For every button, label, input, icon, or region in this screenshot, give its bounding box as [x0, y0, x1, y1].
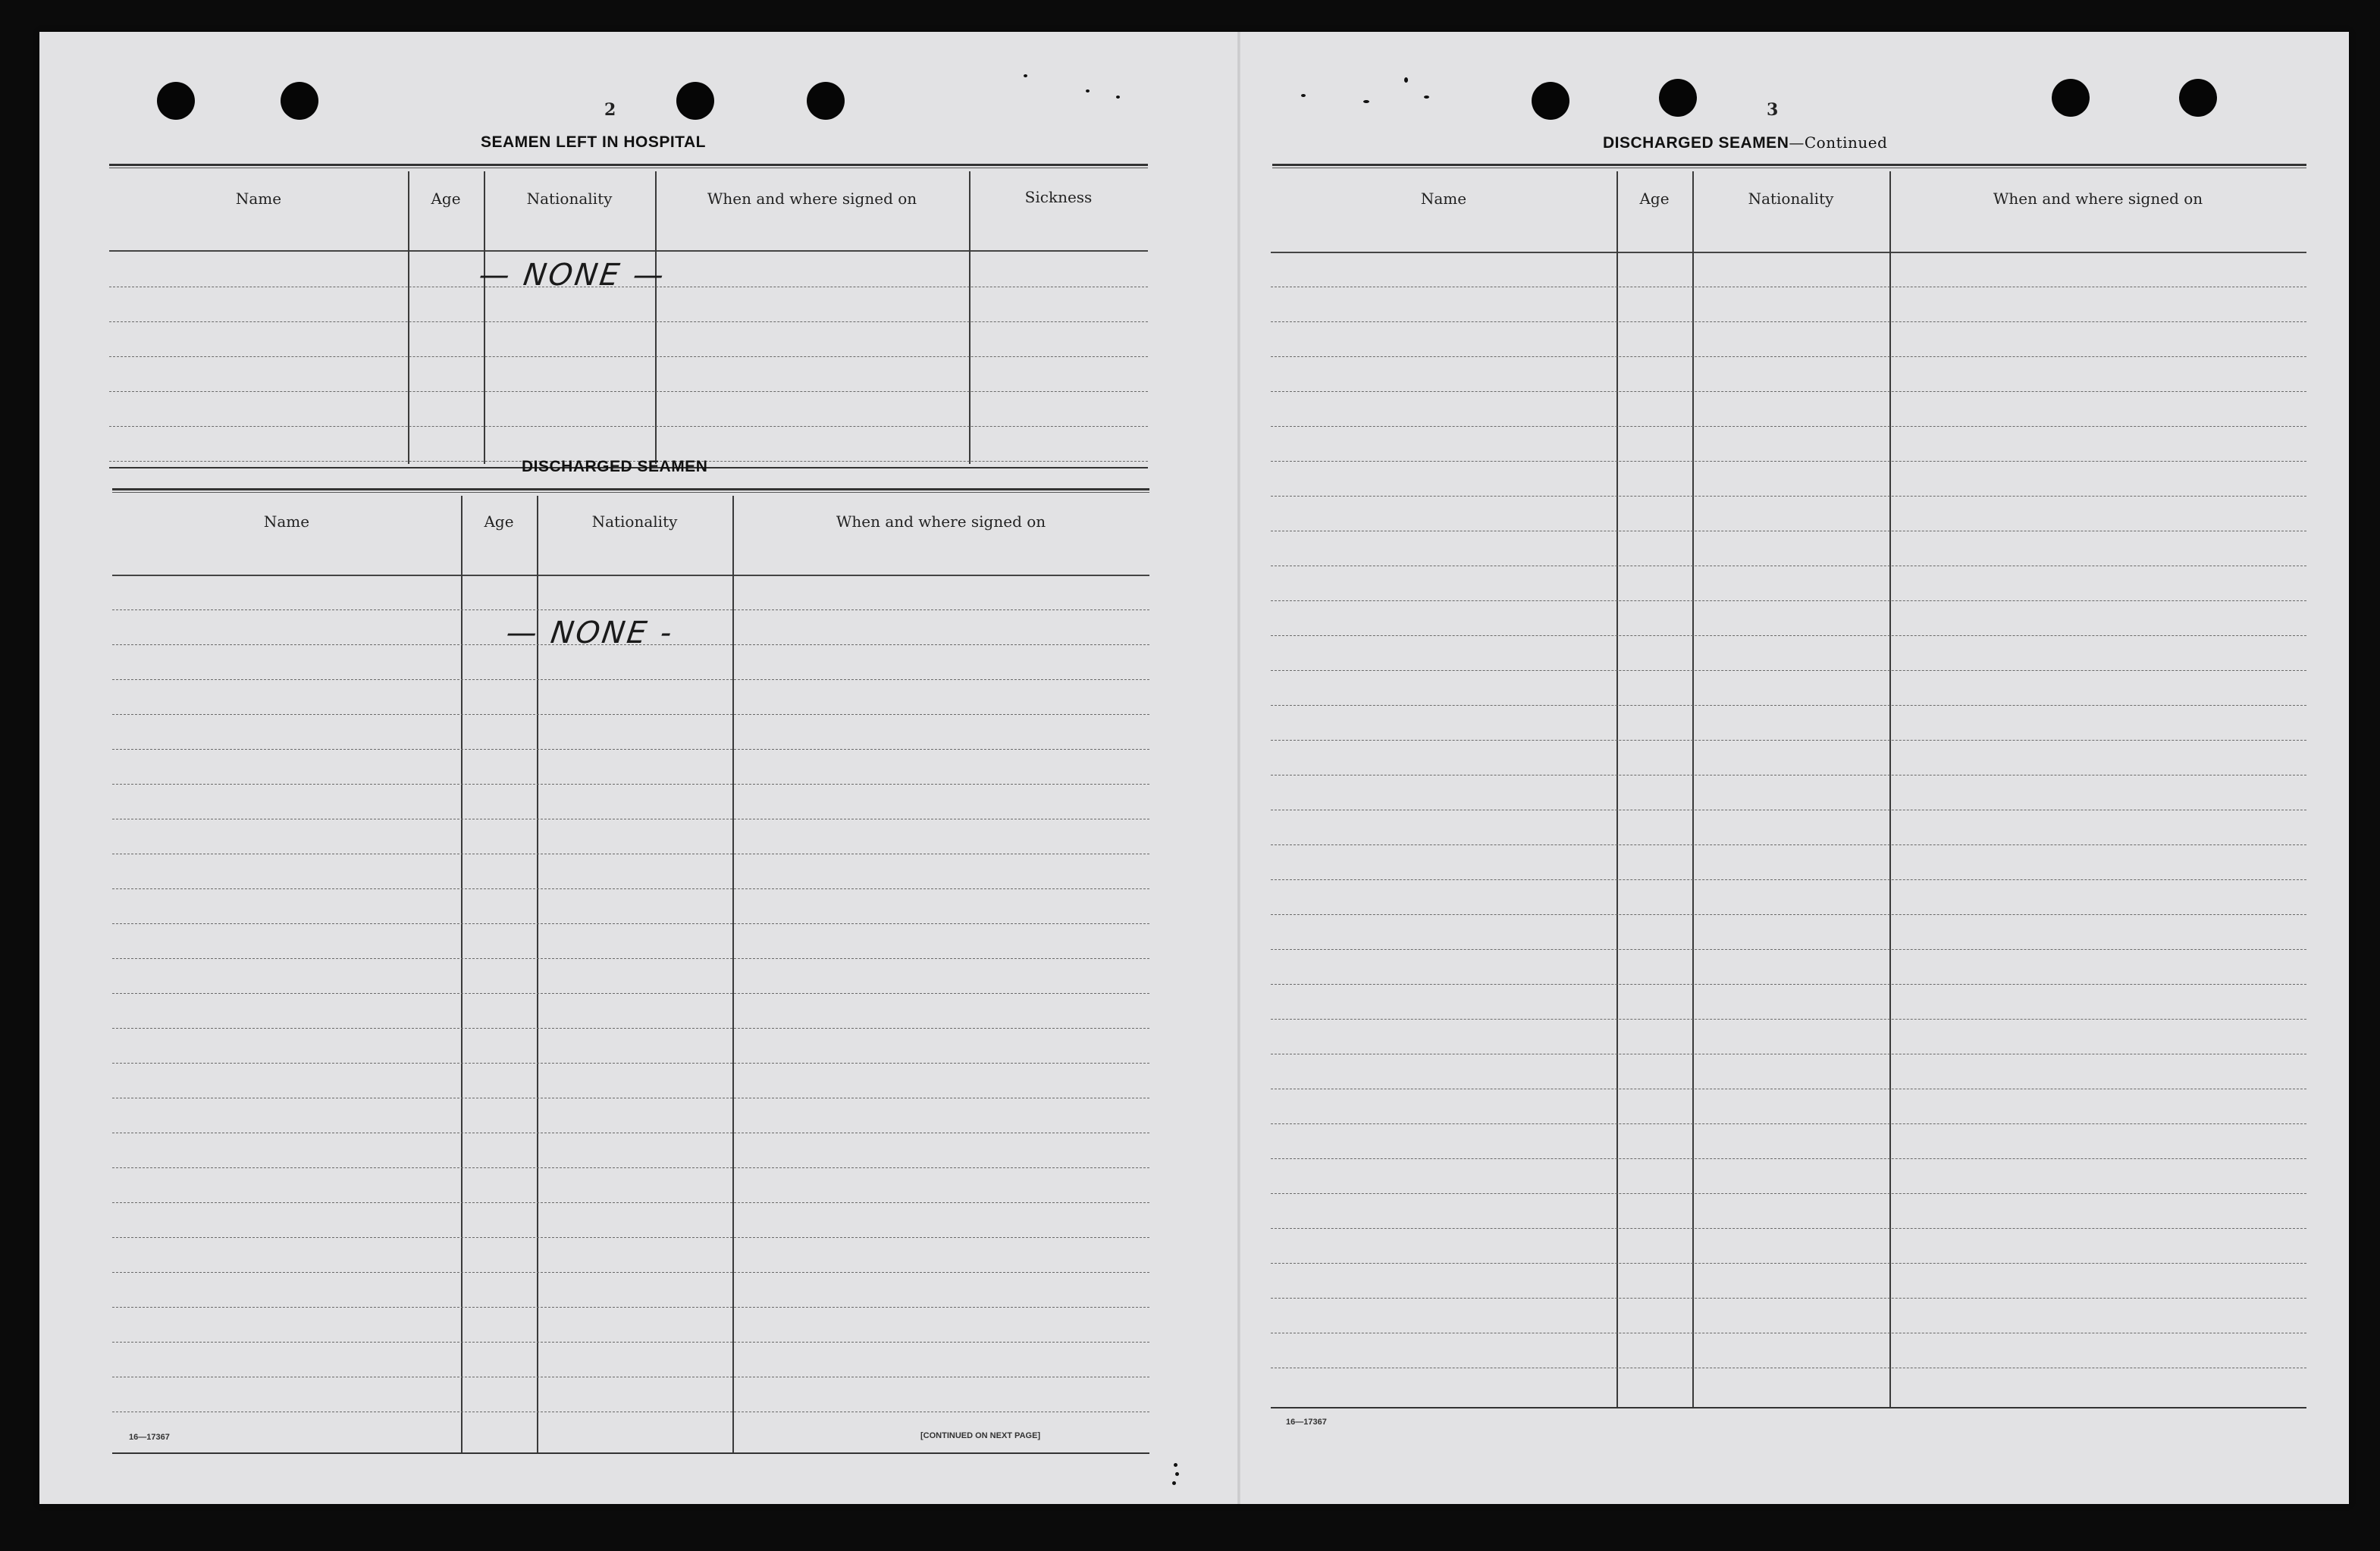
hospital-table: [109, 171, 1148, 470]
ink-speck: [1174, 1463, 1177, 1467]
table-row: [1271, 914, 2306, 915]
table-row: [1271, 1158, 2306, 1159]
hospital-col-nationality: Nationality: [526, 190, 613, 208]
col-divider: [461, 496, 463, 1454]
table-row: [112, 679, 1149, 680]
continued-col-signed-on: When and where signed on: [1993, 190, 2203, 208]
discharged-continued-title-main: DISCHARGED SEAMEN: [1603, 134, 1789, 152]
table-row: [1271, 356, 2306, 357]
discharged-section-title: DISCHARGED SEAMEN: [522, 458, 708, 475]
table-row: [1271, 635, 2306, 636]
table-row: [112, 749, 1149, 750]
punch-hole: [1532, 82, 1569, 120]
ink-speck: [1086, 89, 1090, 92]
continued-note: [CONTINUED ON NEXT PAGE]: [920, 1431, 1041, 1440]
table-row: [1271, 844, 2306, 845]
col-divider: [655, 171, 657, 464]
discharged-continued-rule: [1272, 164, 2306, 168]
table-row: [112, 888, 1149, 889]
discharged-col-name: Name: [263, 512, 310, 531]
table-row: [1271, 705, 2306, 706]
hospital-col-age: Age: [431, 190, 461, 208]
table-row: [1271, 949, 2306, 950]
discharged-title-rule: [112, 488, 1149, 493]
table-row: [112, 958, 1149, 959]
table-row: [112, 1167, 1149, 1168]
table-row: [109, 321, 1148, 322]
table-row: [112, 714, 1149, 715]
table-row: [1271, 879, 2306, 880]
hospital-header-line: [109, 250, 1148, 252]
table-row: [1271, 496, 2306, 497]
continued-col-nationality: Nationality: [1748, 190, 1834, 208]
table-row: [112, 1063, 1149, 1064]
discharged-continued-suffix: —Continued: [1789, 133, 1888, 152]
page-number-left: 2: [604, 100, 616, 120]
table-row: [1271, 461, 2306, 462]
table-row: [1271, 984, 2306, 985]
punch-hole: [2179, 79, 2217, 117]
hospital-col-name: Name: [235, 190, 282, 208]
table-row: [1271, 670, 2306, 671]
table-row: [1271, 1019, 2306, 1020]
discharged-continued-title: [1603, 133, 1887, 152]
table-row: [1271, 1298, 2306, 1299]
punch-hole: [2052, 79, 2090, 117]
table-row: [112, 1307, 1149, 1308]
hospital-col-sickness: Sickness: [1024, 188, 1093, 206]
table-row: [112, 1202, 1149, 1203]
ink-speck: [1024, 74, 1027, 77]
form-number-left: 16—17367: [129, 1433, 170, 1442]
ink-speck: [1404, 77, 1408, 83]
ink-speck: [1172, 1481, 1176, 1485]
table-row: [1271, 1193, 2306, 1194]
table-row: [1271, 775, 2306, 776]
table-row: [112, 609, 1149, 610]
punch-hole: [676, 82, 714, 120]
ink-speck: [1363, 100, 1369, 103]
table-row: [1271, 740, 2306, 741]
page-fold: [1237, 32, 1240, 1504]
ink-speck: [1301, 94, 1306, 97]
table-row: [112, 784, 1149, 785]
table-row: [112, 1028, 1149, 1029]
col-divider: [408, 171, 409, 464]
col-divider: [969, 171, 971, 464]
discharged-table-bottom: [112, 1452, 1149, 1454]
discharged-col-age: Age: [484, 512, 514, 531]
form-number-right: 16—17367: [1286, 1418, 1327, 1427]
table-row: [1271, 426, 2306, 427]
ink-speck: [1116, 96, 1120, 99]
table-row: [109, 426, 1148, 427]
punch-hole: [1659, 79, 1697, 117]
ink-speck: [1424, 96, 1429, 99]
table-row: [1271, 321, 2306, 322]
hospital-col-signed-on: When and where signed on: [707, 190, 917, 208]
continued-col-name: Name: [1420, 190, 1467, 208]
discharged-continued-table: [1271, 171, 2306, 1413]
table-row: [112, 993, 1149, 994]
continued-header-line: [1271, 252, 2306, 253]
discharged-header-line: [112, 575, 1149, 576]
table-row: [109, 391, 1148, 392]
discharged-none-handwriting: — NONE -: [503, 616, 676, 650]
table-row: [112, 923, 1149, 924]
col-divider: [484, 171, 485, 464]
ink-speck: [1175, 1472, 1179, 1476]
continued-table-bottom: [1271, 1407, 2306, 1408]
punch-hole: [281, 82, 318, 120]
col-divider: [732, 496, 734, 1454]
continued-col-age: Age: [1639, 190, 1670, 208]
discharged-col-nationality: Nationality: [591, 512, 678, 531]
hospital-section-title: SEAMEN LEFT IN HOSPITAL: [481, 133, 706, 151]
manifest-sheet: [39, 32, 2349, 1504]
punch-hole: [157, 82, 195, 120]
hospital-title-rule: [109, 164, 1148, 168]
table-row: [1271, 1228, 2306, 1229]
table-row: [112, 1272, 1149, 1273]
table-row: [1271, 600, 2306, 601]
punch-hole: [807, 82, 845, 120]
table-row: [109, 356, 1148, 357]
hospital-none-handwriting: — NONE —: [476, 258, 669, 293]
table-row: [1271, 391, 2306, 392]
discharged-col-signed-on: When and where signed on: [836, 512, 1046, 531]
table-row: [112, 1342, 1149, 1343]
table-row: [1271, 1263, 2306, 1264]
table-row: [112, 1237, 1149, 1238]
table-row: [1271, 1123, 2306, 1124]
page-number-right: 3: [1767, 100, 1779, 120]
